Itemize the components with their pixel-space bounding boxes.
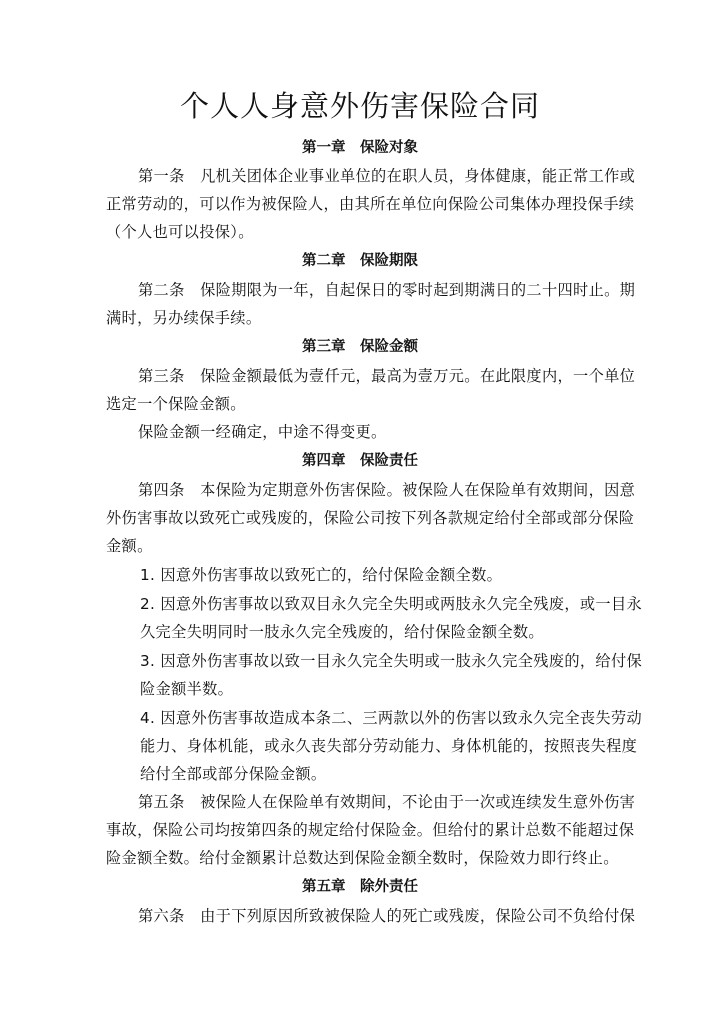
paragraph-line: 第一条 凡机关团体企业事业单位的在职人员，身体健康，能正常工作或: [138, 167, 636, 185]
paragraph-line: （个人也可以投保）。: [106, 223, 254, 241]
paragraph-line: 3. 因意外伤害事故以致一目永久完全失明或一肢永久完全残废的，给付保: [140, 652, 643, 670]
paragraph-line: 4. 因意外伤害事故造成本条二、三两款以外的伤害以致永久完全丧失劳动: [140, 709, 643, 727]
paragraph-line: 险金额半数。: [140, 680, 234, 698]
paragraph-line: 1. 因意外伤害事故以致死亡的，给付保险金额全数。: [140, 566, 503, 584]
paragraph-line: 久完全失明同时一肢永久完全残废的，给付保险金额全数。: [140, 623, 544, 641]
paragraph-line: 选定一个保险金额。: [106, 395, 246, 413]
paragraph-line: 正常劳动的，可以作为被保险人，由其所在单位向保险公司集体办理投保手续: [106, 195, 635, 213]
paragraph-line: 能力、身体机能，或永久丧失部分劳动能力、身体机能的，按照丧失程度: [140, 737, 638, 755]
paragraph-line: 给付全部或部分保险金额。: [140, 765, 327, 783]
chapter-heading: 第四章 保险责任: [302, 453, 418, 469]
paragraph-line: 外伤害事故以致死亡或残废的，保险公司按下列各款规定给付全部或部分保险: [106, 509, 635, 527]
paragraph-line: 第四条 本保险为定期意外伤害保险。被保险人在保险单有效期间，因意: [138, 481, 636, 499]
paragraph-line: 保险金额一经确定，中途不得变更。: [138, 423, 387, 441]
paragraph-line: 第二条 保险期限为一年，自起保日的零时起到期满日的二十四时止。期: [138, 281, 636, 299]
paragraph-line: 金额。: [106, 537, 153, 555]
chapter-heading: 第三章 保险金额: [302, 339, 418, 355]
document-title: 个人人身意外伤害保险合同: [179, 89, 540, 123]
chapter-heading: 第二章 保险期限: [302, 253, 418, 269]
paragraph-line: 事故，保险公司均按第四条的规定给付保险金。但给付的累计总数不能超过保: [106, 821, 635, 839]
paragraph-line: 险金额全数。给付金额累计总数达到保险金额全数时，保险效力即行终止。: [106, 849, 619, 867]
paragraph-line: 2. 因意外伤害事故以致双目永久完全失明或两肢永久完全残废，或一目永: [140, 595, 643, 613]
paragraph-line: 第六条 由于下列原因所致被保险人的死亡或残废，保险公司不负给付保: [138, 907, 636, 925]
chapter-heading: 第五章 除外责任: [302, 879, 418, 895]
chapter-heading: 第一章 保险对象: [302, 140, 418, 156]
paragraph-line: 第三条 保险金额最低为壹仟元，最高为壹万元。在此限度内，一个单位: [138, 367, 636, 385]
paragraph-line: 第五条 被保险人在保险单有效期间，不论由于一次或连续发生意外伤害: [138, 793, 636, 811]
paragraph-line: 满时，另办续保手续。: [106, 309, 262, 327]
